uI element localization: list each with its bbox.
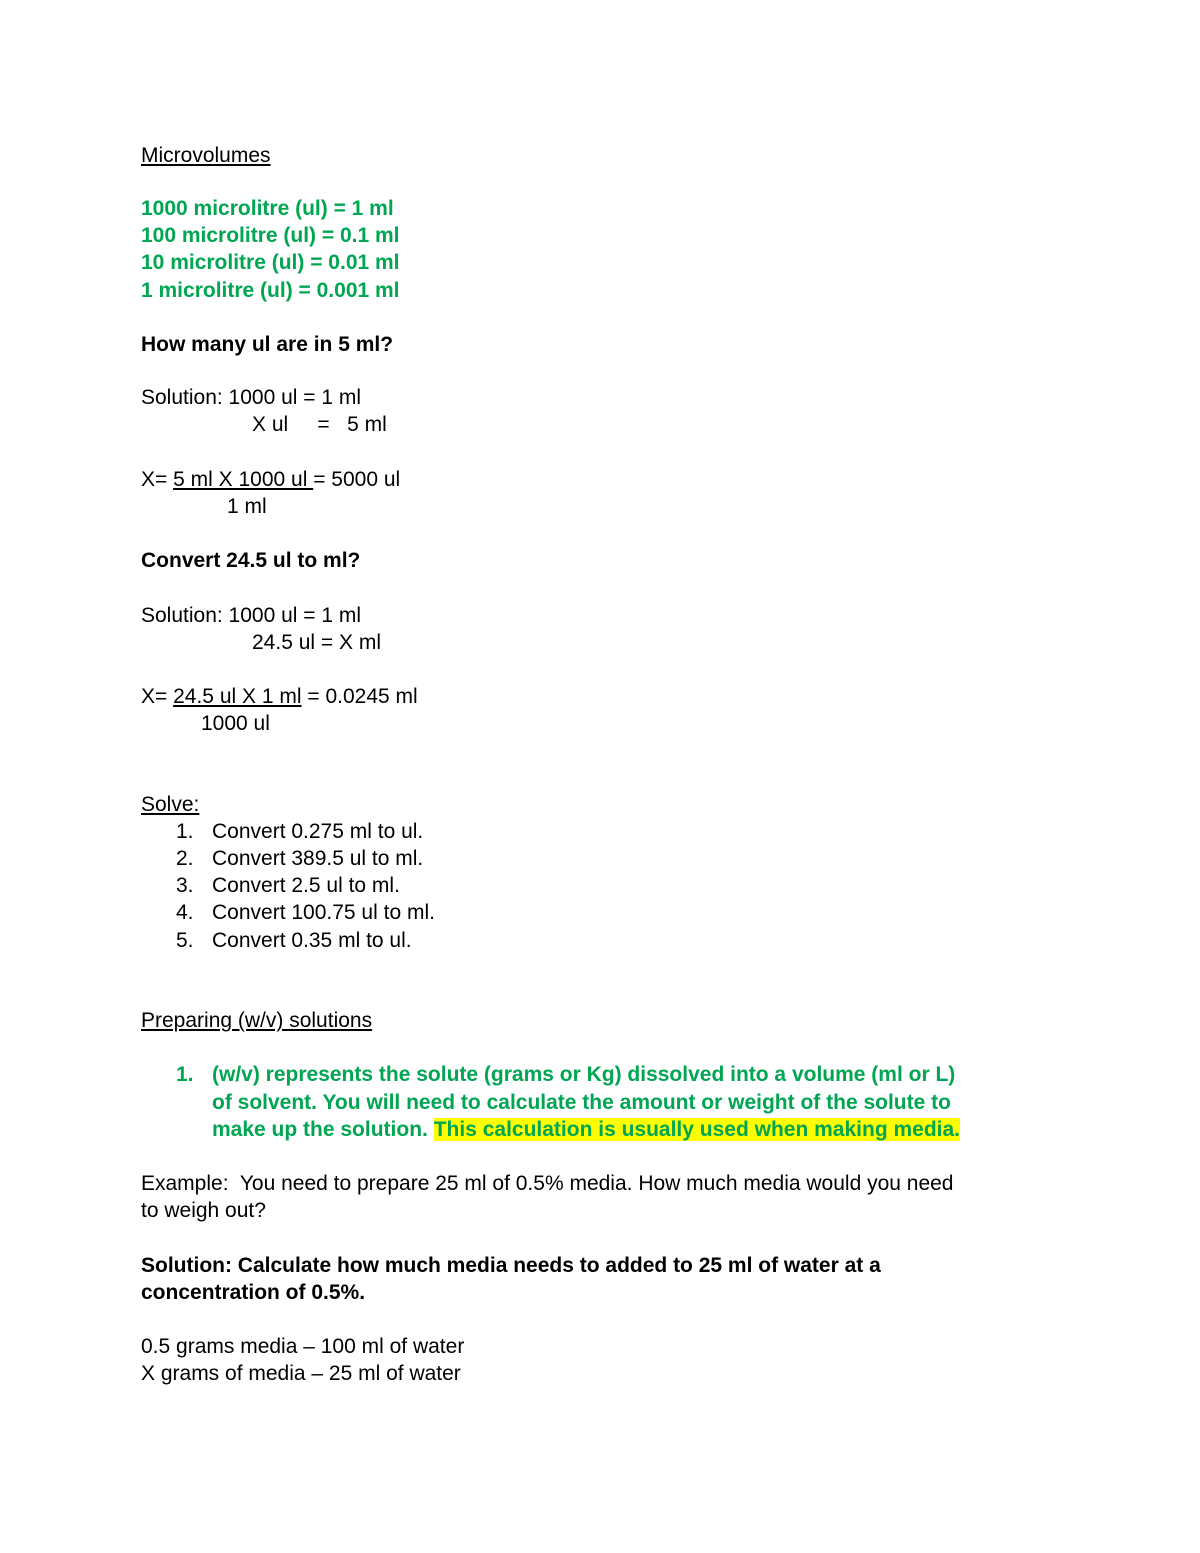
formula-prefix: X= — [141, 468, 174, 491]
wv-item-num: 1. — [176, 1063, 194, 1086]
formula-prefix: X= — [141, 685, 174, 708]
formula-result: = 0.0245 ml — [301, 685, 418, 708]
wv-ratio-line1: 0.5 grams media – 100 ml of water — [141, 1335, 465, 1358]
example1-formula — [141, 467, 400, 493]
solve-item-num-4: 4. — [176, 901, 194, 924]
solve-item-1: Convert 0.275 ml to ul. — [212, 820, 424, 843]
solve-item-num-3: 3. — [176, 874, 194, 897]
conversion-line-3: 10 microlitre (ul) = 0.01 ml — [141, 251, 400, 274]
solve-item-2: Convert 389.5 ul to ml. — [212, 847, 424, 870]
wv-example-line1: Example: You need to prepare 25 ml of 0.5% media. How much media would you need — [141, 1172, 954, 1195]
solve-item-5: Convert 0.35 ml to ul. — [212, 929, 412, 952]
highlighted-note: This calculation is usually used when making media. — [433, 1118, 961, 1141]
solve-item-num-2: 2. — [176, 847, 194, 870]
wv-solution-line2: concentration of 0.5%. — [141, 1281, 366, 1304]
solve-item-num-1: 1. — [176, 820, 194, 843]
example2-formula — [141, 684, 418, 710]
example1-solution-line1: Solution: 1000 ul = 1 ml — [141, 386, 362, 409]
example2-question: Convert 24.5 ul to ml? — [141, 549, 361, 572]
wv-heading: Preparing (w/v) solutions — [141, 1009, 373, 1032]
formula-numerator: 24.5 ul X 1 ml — [173, 685, 302, 708]
example1-denominator: 1 ml — [227, 495, 267, 518]
wv-item-line1: (w/v) represents the solute (grams or Kg) dissolved into a volume (ml or L) — [212, 1063, 956, 1086]
formula-numerator: 5 ml X 1000 ul — [173, 468, 314, 491]
solve-item-3: Convert 2.5 ul to ml. — [212, 874, 400, 897]
microvolumes-heading: Microvolumes — [141, 144, 271, 167]
formula-result: = 5000 ul — [313, 468, 401, 491]
wv-item-line3-text: make up the solution. — [212, 1118, 434, 1141]
example2-solution-line1: Solution: 1000 ul = 1 ml — [141, 604, 362, 627]
wv-item-line3 — [212, 1117, 960, 1143]
solve-item-4: Convert 100.75 ul to ml. — [212, 901, 435, 924]
example2-denominator: 1000 ul — [201, 712, 270, 735]
conversion-line-1: 1000 microlitre (ul) = 1 ml — [141, 197, 394, 220]
solve-item-num-5: 5. — [176, 929, 194, 952]
conversion-line-2: 100 microlitre (ul) = 0.1 ml — [141, 224, 400, 247]
wv-example-line2: to weigh out? — [141, 1199, 266, 1222]
example1-question: How many ul are in 5 ml? — [141, 333, 394, 356]
solve-heading: Solve: — [141, 793, 200, 816]
wv-item-line2: of solvent. You will need to calculate the amount or weight of the solute to — [212, 1091, 951, 1114]
wv-ratio-line2: X grams of media – 25 ml of water — [141, 1362, 461, 1385]
wv-solution-line1: Solution: Calculate how much media needs to added to 25 ml of water at a — [141, 1254, 881, 1277]
conversion-line-4: 1 microlitre (ul) = 0.001 ml — [141, 279, 400, 302]
example1-solution-line2: X ul = 5 ml — [252, 413, 387, 436]
example2-solution-line2: 24.5 ul = X ml — [252, 631, 381, 654]
